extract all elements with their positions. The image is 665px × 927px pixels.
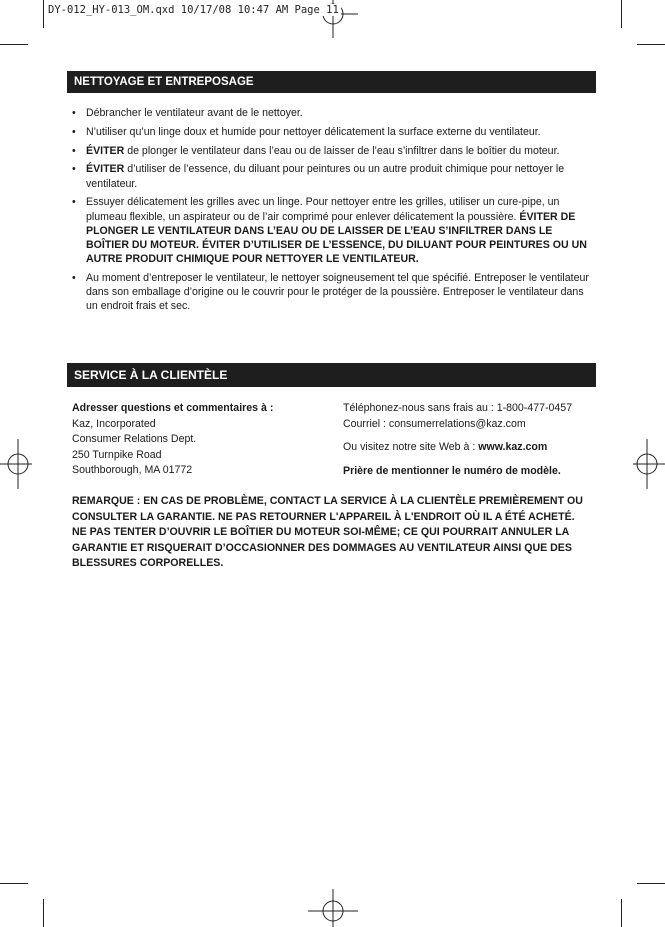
address-block [72, 401, 332, 479]
crop-mark-top-left [43, 0, 44, 28]
list-item [72, 195, 594, 266]
crop-mark-bottom-left-h [0, 883, 28, 884]
address-line: Kaz, Incorporated [72, 417, 156, 430]
crop-mark-bottom-left [43, 899, 44, 927]
cleaning-section-heading: NETTOYAGE ET ENTREPOSAGE [67, 71, 596, 93]
address-line: Consumer Relations Dept. [72, 433, 197, 446]
bullet-text: N’utiliser qu’un linge doux et humide pour nettoyer délicatement la surface externe du ventilateur. [86, 125, 541, 138]
bullet-text: Au moment d’entreposer le ventilateur, le nettoyer soigneusement tel que spécifié. Entreposer le ventilateur dans son emballage d’origine ou le couvrir pour le protéger de la poussière. Entreposer le ventilateur dans un endroit frais et sec. [86, 272, 589, 313]
bullet-lead: ÉVITER [86, 163, 125, 176]
crop-mark-top-right-h [637, 44, 665, 45]
remark-notice: REMARQUE : EN CAS DE PROBLÈME, CONTACT LA SERVICE À LA CLIENTÈLE PREMIÈREMENT OU CONSULTER LA GARANTIE. NE PAS RETOURNER L'APPAREIL À L'ENDROIT OÙ IL A ÉTÉ ACHETÉ. NE PAS TENTER D’OUVRIR LE BOÎTIER DU MOTEUR SOI-MÊME; CE QUI POURRAIT ANNULER LA GARANTIE ET RISQUERAIT D’OCCASIONNER DES DOMMAGES AU VENTILATEUR AINSI QUE DES BLESSURES CORPORELLES. [72, 495, 583, 570]
bullet-text: d’utiliser de l’essence, du diluant pour peintures ou un autre produit chimique pour nettoyer le ventilateur. [86, 163, 565, 190]
list-item [72, 106, 594, 120]
list-item [72, 162, 594, 190]
print-slug-line: DY-012_HY-013_OM.qxd 10/17/08 10:47 AM Page 11 [48, 4, 339, 16]
service-section-heading: SERVICE À LA CLIENTÈLE [67, 363, 596, 387]
crop-mark-top-right [621, 0, 622, 28]
cleaning-bullet-list [72, 106, 594, 318]
registration-mark-left-icon [0, 429, 32, 499]
address-line: 250 Turnpike Road [72, 448, 162, 461]
bullet-warning: ÉVITER DE PLONGER LE VENTILATEUR DANS L’EAU OU DE LAISSER DE L’EAU S’INFILTRER DANS LE BOÎTIER DU MOTEUR. ÉVITER D’UTILISER DE L’ESSENCE, DU DILUANT POUR PEINTURES OU UN AUTRE PRODUIT CHIMIQUE POUR NETTOYER LE VENTILATEUR. [86, 210, 587, 266]
crop-mark-bottom-right [621, 899, 622, 927]
registration-mark-bottom-icon [298, 889, 368, 927]
website-line [343, 440, 603, 456]
bullet-text: de plonger le ventilateur dans l’eau ou de laisser de l’eau s’infiltrer dans le boîtier du moteur. [124, 144, 560, 157]
contact-block [343, 401, 603, 479]
list-item [72, 271, 594, 314]
address-line: Southborough, MA 01772 [72, 464, 193, 477]
phone-number: Téléphonez-nous sans frais au : 1-800-477-0457 [343, 402, 573, 414]
list-item [72, 144, 594, 158]
email-address: Courriel : consumerrelations@kaz.com [343, 417, 526, 430]
bullet-text: Débrancher le ventilateur avant de le nettoyer. [86, 107, 303, 119]
bullet-lead: ÉVITER [86, 144, 125, 157]
crop-mark-top-left-h [0, 44, 28, 45]
website-link[interactable]: www.kaz.com [478, 441, 548, 454]
address-heading: Adresser questions et commentaires à : [72, 402, 274, 414]
bullet-text: Essuyer délicatement les grilles avec un linge. Pour nettoyer entre les grilles, utiliser un cure-pipe, un plumeau flexible, un aspirateur ou de l’air comprimé pour enlever délicatement la poussière. [86, 196, 560, 223]
website-prefix: Ou visitez notre site Web à : [343, 441, 479, 454]
list-item [72, 125, 594, 139]
model-number-note: Prière de mentionner le numéro de modèle. [343, 464, 561, 477]
registration-mark-right-icon [633, 429, 665, 499]
crop-mark-bottom-right-h [637, 883, 665, 884]
